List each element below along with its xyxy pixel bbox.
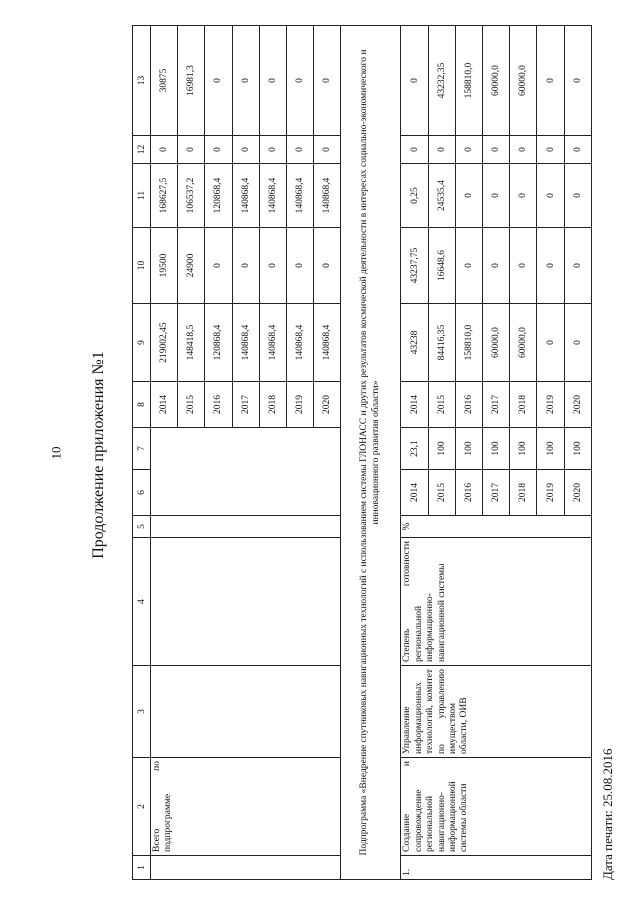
amount-cell: 0 bbox=[564, 26, 591, 136]
amount-cell: 0 bbox=[314, 136, 341, 164]
amount-cell: 0 bbox=[483, 136, 510, 164]
year-cell: 2017 bbox=[483, 470, 510, 516]
value-cell: 100 bbox=[510, 428, 537, 470]
amount-cell: 60000,0 bbox=[483, 304, 510, 382]
total-empty-cell bbox=[151, 666, 341, 758]
year-cell: 2016 bbox=[455, 382, 482, 428]
total-empty-cell bbox=[151, 516, 341, 538]
amount-cell: 0 bbox=[564, 136, 591, 164]
value-cell: 100 bbox=[564, 428, 591, 470]
total-label: Всего по подпрограмме bbox=[151, 758, 341, 856]
amount-cell: 0 bbox=[401, 26, 428, 136]
amount-cell: 0 bbox=[205, 26, 232, 136]
amount-cell: 0 bbox=[314, 26, 341, 136]
amount-cell: 120868,4 bbox=[205, 304, 232, 382]
amount-cell: 19500 bbox=[151, 228, 178, 304]
budget-table bbox=[132, 25, 592, 880]
amount-cell: 0 bbox=[286, 26, 313, 136]
amount-cell: 60000,0 bbox=[510, 26, 537, 136]
year-cell: 2019 bbox=[537, 382, 564, 428]
column-header: 8 bbox=[133, 382, 151, 428]
amount-cell: 140868,4 bbox=[259, 164, 286, 228]
item-unit: % bbox=[401, 516, 592, 538]
amount-cell: 0 bbox=[564, 304, 591, 382]
year-cell: 2017 bbox=[232, 382, 259, 428]
amount-cell: 0 bbox=[178, 136, 205, 164]
amount-cell: 0 bbox=[455, 164, 482, 228]
item-indicator: Степень готовности региональной информационно-навигационной системы bbox=[401, 538, 592, 666]
value-cell: 100 bbox=[455, 428, 482, 470]
rotated-page-content bbox=[80, 30, 640, 880]
year-cell: 2016 bbox=[455, 470, 482, 516]
year-cell: 2020 bbox=[314, 382, 341, 428]
amount-cell: 43232,35 bbox=[428, 26, 455, 136]
amount-cell: 0 bbox=[151, 136, 178, 164]
year-cell: 2019 bbox=[537, 470, 564, 516]
amount-cell: 0 bbox=[537, 164, 564, 228]
item-executor: Управление информационных технологий, комитет по управлению имуществом области, ОИВ bbox=[401, 666, 592, 758]
amount-cell: 0 bbox=[401, 136, 428, 164]
amount-cell: 0 bbox=[455, 228, 482, 304]
amount-cell: 0 bbox=[205, 136, 232, 164]
amount-cell: 140868,4 bbox=[232, 304, 259, 382]
amount-cell: 0,25 bbox=[401, 164, 428, 228]
year-cell: 2017 bbox=[483, 382, 510, 428]
amount-cell: 16648,6 bbox=[428, 228, 455, 304]
year-cell: 2014 bbox=[401, 382, 428, 428]
column-header: 5 bbox=[133, 516, 151, 538]
year-cell: 2019 bbox=[286, 382, 313, 428]
year-cell: 2018 bbox=[510, 470, 537, 516]
amount-cell: 24535,4 bbox=[428, 164, 455, 228]
total-num-cell bbox=[151, 856, 341, 880]
amount-cell: 0 bbox=[286, 228, 313, 304]
year-cell: 2015 bbox=[428, 382, 455, 428]
amount-cell: 16981,3 bbox=[178, 26, 205, 136]
amount-cell: 0 bbox=[483, 164, 510, 228]
column-header: 10 bbox=[133, 228, 151, 304]
year-cell: 2014 bbox=[401, 470, 428, 516]
amount-cell: 0 bbox=[537, 136, 564, 164]
amount-cell: 219002,45 bbox=[151, 304, 178, 382]
total-row bbox=[151, 26, 178, 880]
column-header: 11 bbox=[133, 164, 151, 228]
item-name: Создание и сопровождение региональной навигационно-информационной системы области bbox=[401, 758, 592, 856]
amount-cell: 0 bbox=[510, 164, 537, 228]
amount-cell: 120868,4 bbox=[205, 164, 232, 228]
value-cell: 100 bbox=[428, 428, 455, 470]
column-header: 1 bbox=[133, 856, 151, 880]
amount-cell: 0 bbox=[314, 228, 341, 304]
column-number-row bbox=[133, 26, 151, 880]
amount-cell: 0 bbox=[537, 26, 564, 136]
item-row bbox=[401, 26, 428, 880]
amount-cell: 140868,4 bbox=[286, 304, 313, 382]
year-cell: 2015 bbox=[428, 470, 455, 516]
column-header: 6 bbox=[133, 470, 151, 516]
item-number: 1. bbox=[401, 856, 592, 880]
amount-cell: 0 bbox=[537, 304, 564, 382]
year-cell: 2020 bbox=[564, 382, 591, 428]
amount-cell: 0 bbox=[259, 26, 286, 136]
column-header: 4 bbox=[133, 538, 151, 666]
year-cell: 2015 bbox=[178, 382, 205, 428]
amount-cell: 24900 bbox=[178, 228, 205, 304]
print-date: Дата печати: 25.08.2016 bbox=[600, 748, 615, 880]
page-number: 10 bbox=[48, 446, 64, 460]
subprogram-title: Подпрограмма «Внедрение спутниковых навигационных технологий с использованием системы ГЛОНАСС и других результатов космической деятельности в интересах социально-экономического и инновационного развития области» bbox=[341, 26, 401, 880]
value-cell: 100 bbox=[483, 428, 510, 470]
amount-cell: 140868,4 bbox=[259, 304, 286, 382]
amount-cell: 0 bbox=[232, 228, 259, 304]
amount-cell: 0 bbox=[564, 164, 591, 228]
year-cell: 2020 bbox=[564, 470, 591, 516]
value-cell: 100 bbox=[537, 428, 564, 470]
amount-cell: 0 bbox=[537, 228, 564, 304]
amount-cell: 0 bbox=[259, 136, 286, 164]
column-header: 13 bbox=[133, 26, 151, 136]
column-header: 7 bbox=[133, 428, 151, 470]
amount-cell: 0 bbox=[205, 228, 232, 304]
column-header: 12 bbox=[133, 136, 151, 164]
amount-cell: 43238 bbox=[401, 304, 428, 382]
amount-cell: 0 bbox=[564, 228, 591, 304]
amount-cell: 30875 bbox=[151, 26, 178, 136]
amount-cell: 0 bbox=[510, 228, 537, 304]
amount-cell: 60000,0 bbox=[510, 304, 537, 382]
amount-cell: 0 bbox=[232, 136, 259, 164]
year-cell: 2014 bbox=[151, 382, 178, 428]
amount-cell: 43237,75 bbox=[401, 228, 428, 304]
amount-cell: 168627,5 bbox=[151, 164, 178, 228]
subprogram-title-row bbox=[341, 26, 401, 880]
amount-cell: 148418,5 bbox=[178, 304, 205, 382]
year-cell: 2018 bbox=[510, 382, 537, 428]
column-header: 9 bbox=[133, 304, 151, 382]
year-cell: 2016 bbox=[205, 382, 232, 428]
amount-cell: 0 bbox=[510, 136, 537, 164]
amount-cell: 158810,0 bbox=[455, 26, 482, 136]
amount-cell: 140868,4 bbox=[232, 164, 259, 228]
amount-cell: 106537,2 bbox=[178, 164, 205, 228]
value-cell: 23,1 bbox=[401, 428, 428, 470]
amount-cell: 0 bbox=[483, 228, 510, 304]
column-header: 2 bbox=[133, 758, 151, 856]
amount-cell: 140868,4 bbox=[286, 164, 313, 228]
amount-cell: 0 bbox=[286, 136, 313, 164]
total-empty-cell bbox=[151, 538, 341, 666]
continuation-title: Продолжение приложения №1 bbox=[90, 351, 107, 559]
amount-cell: 0 bbox=[428, 136, 455, 164]
amount-cell: 60000,0 bbox=[483, 26, 510, 136]
amount-cell: 0 bbox=[259, 228, 286, 304]
amount-cell: 140868,4 bbox=[314, 304, 341, 382]
amount-cell: 84416,35 bbox=[428, 304, 455, 382]
amount-cell: 0 bbox=[232, 26, 259, 136]
amount-cell: 140868,4 bbox=[314, 164, 341, 228]
total-empty-cell bbox=[151, 428, 341, 516]
amount-cell: 158810,0 bbox=[455, 304, 482, 382]
column-header: 3 bbox=[133, 666, 151, 758]
year-cell: 2018 bbox=[259, 382, 286, 428]
amount-cell: 0 bbox=[455, 136, 482, 164]
